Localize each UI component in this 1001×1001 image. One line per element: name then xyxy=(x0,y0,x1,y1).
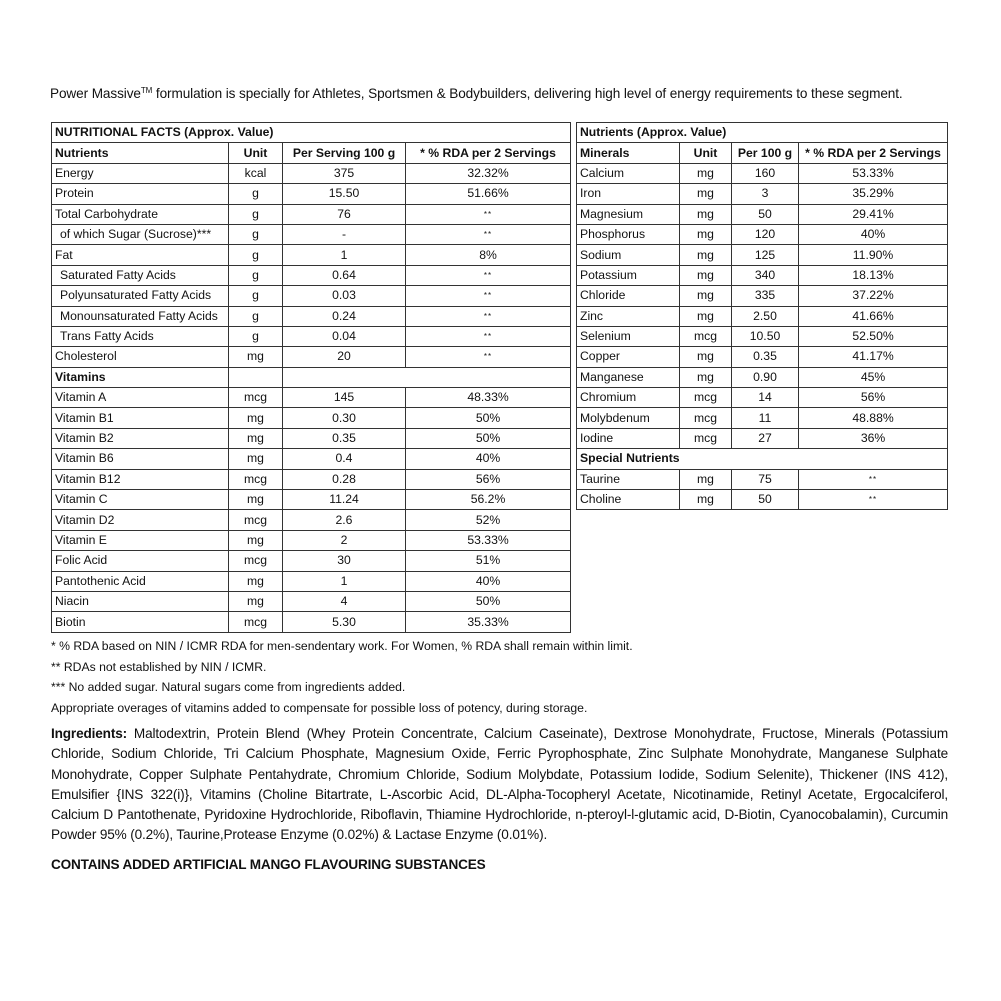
nutrient-value: 0.30 xyxy=(283,408,406,428)
table-row xyxy=(52,347,571,367)
nutrient-unit: mcg xyxy=(680,388,732,408)
table-row xyxy=(52,388,571,408)
nutrient-value: 15.50 xyxy=(283,184,406,204)
nutrient-name: Fat xyxy=(52,245,229,265)
nutrient-value: 0.4 xyxy=(283,449,406,469)
nutrient-value: 14 xyxy=(732,388,799,408)
footnote-no-added-sugar: *** No added sugar. Natural sugars come from ingredients added. xyxy=(51,680,406,695)
nutrient-rda: 18.13% xyxy=(799,265,948,285)
nutrient-name: Copper xyxy=(577,347,680,367)
ingredients-label: Ingredients: xyxy=(51,726,127,741)
nutrient-rda: 41.17% xyxy=(799,347,948,367)
nutrient-value: 2 xyxy=(283,530,406,550)
table-row xyxy=(52,510,571,530)
nutrient-unit: mcg xyxy=(229,469,283,489)
nutrient-name: Zinc xyxy=(577,306,680,326)
nutrient-unit: mg xyxy=(680,490,732,510)
flavouring-statement: CONTAINS ADDED ARTIFICIAL MANGO FLAVOURING SUBSTANCES xyxy=(51,857,486,872)
nutrient-value: 0.35 xyxy=(283,428,406,448)
nutrient-unit: mcg xyxy=(229,510,283,530)
table-row xyxy=(577,326,948,346)
nutrient-unit: mg xyxy=(680,163,732,183)
nutrient-unit: mg xyxy=(680,224,732,244)
nutrient-unit: mcg xyxy=(229,388,283,408)
nutrient-rda: 56% xyxy=(406,469,571,489)
nutrient-value: 3 xyxy=(732,184,799,204)
nutrient-name: Iron xyxy=(577,184,680,204)
nutrient-rda: 45% xyxy=(799,367,948,387)
section-spacer xyxy=(229,367,283,387)
nutrient-rda: 56% xyxy=(799,388,948,408)
nutrient-unit: mg xyxy=(680,184,732,204)
nutrient-rda: 48.88% xyxy=(799,408,948,428)
nutrient-name: Vitamin C xyxy=(52,490,229,510)
nutrient-value: 20 xyxy=(283,347,406,367)
table-row xyxy=(577,388,948,408)
table-row xyxy=(577,286,948,306)
nutrient-value: 0.35 xyxy=(732,347,799,367)
table-row xyxy=(52,408,571,428)
nutrient-unit: mg xyxy=(229,449,283,469)
nutrient-name: Trans Fatty Acids xyxy=(52,326,229,346)
trademark-mark: TM xyxy=(140,86,153,95)
nutrient-rda: ** xyxy=(799,469,948,489)
nutrient-unit: g xyxy=(229,245,283,265)
nutrient-rda: 40% xyxy=(406,449,571,469)
nutrient-name: Biotin xyxy=(52,612,229,632)
nutrient-unit: mcg xyxy=(229,612,283,632)
nutrient-value: 11 xyxy=(732,408,799,428)
nutrient-value: - xyxy=(283,224,406,244)
table-row xyxy=(577,428,948,448)
nutrient-unit: mcg xyxy=(229,551,283,571)
nutrient-rda: ** xyxy=(406,347,571,367)
nutrient-value: 340 xyxy=(732,265,799,285)
table-row xyxy=(52,184,571,204)
table-row xyxy=(577,204,948,224)
nutrient-name: Total Carbohydrate xyxy=(52,204,229,224)
nutrient-rda: ** xyxy=(799,490,948,510)
nutrient-rda: 32.32% xyxy=(406,163,571,183)
nutrient-unit: mg xyxy=(680,469,732,489)
table-row xyxy=(52,591,571,611)
nutrient-unit: mcg xyxy=(680,408,732,428)
footnote-rda: * % RDA based on NIN / ICMR RDA for men-sendentary work. For Women, % RDA shall remain within limit. xyxy=(51,639,633,653)
ingredients-list: Maltodextrin, Protein Blend (Whey Protein Concentrate, Calcium Caseinate), Dextrose Monohydrate, Fructose, Minerals (Potassium Chloride, Sodium Chloride, Tri Calcium Phosphate, Magnesium Oxide, Ferric Pyrophosphate, Zinc Sulphate Monohydrate, Manganese Sulphate Monohydrate, Copper Sulphate Pentahydrate, Chromium Chloride, Sodium Molybdate, Potassium Iodide, Sodium Selenite), Thickener (INS 412), Emulsifier {INS 322(i)}, Vitamins (Choline Bitartrate, L-Ascorbic Acid, DL-Alpha-Tocopheryl Acetate, Nicotinamide, Retinyl Acetate, Ergocalciferol, Calcium D Pantothenate, Pyridoxine Hydrochloride, Riboflavin, Thiamine Hydrochloride, n-pteroyl-l-glutamic acid, D-Biotin, Cyanocobalamin), Curcumin Powder 95% (0.2%), Taurine,Protease Enzyme (0.02%) & Lactase Enzyme (0.01%). xyxy=(51,726,948,843)
footnote-overages: Appropriate overages of vitamins added to compensate for possible loss of potency, during storage. xyxy=(51,700,588,715)
table-row xyxy=(577,490,948,510)
nutrient-name: Sodium xyxy=(577,245,680,265)
section-spacer xyxy=(283,367,571,387)
table-row xyxy=(577,245,948,265)
nutrient-name: Selenium xyxy=(577,326,680,346)
nutrient-rda: 40% xyxy=(406,571,571,591)
intro-text xyxy=(50,86,903,101)
nutrient-name: Vitamin B1 xyxy=(52,408,229,428)
nutrient-name: Saturated Fatty Acids xyxy=(52,265,229,285)
table-row xyxy=(52,245,571,265)
table-row xyxy=(577,367,948,387)
brand-name: Power Massive xyxy=(50,86,141,101)
section-row xyxy=(52,367,571,387)
nutrient-unit: g xyxy=(229,184,283,204)
nutrient-value: 50 xyxy=(732,490,799,510)
nutrient-value: 2.6 xyxy=(283,510,406,530)
nutrient-name: Magnesium xyxy=(577,204,680,224)
nutrient-rda: 41.66% xyxy=(799,306,948,326)
nutrient-unit: g xyxy=(229,326,283,346)
nutrient-name: Niacin xyxy=(52,591,229,611)
nutrient-unit: mg xyxy=(680,306,732,326)
nutrient-unit: mg xyxy=(680,286,732,306)
table-row xyxy=(52,224,571,244)
nutrient-value: 2.50 xyxy=(732,306,799,326)
table-row xyxy=(577,163,948,183)
nutrient-rda: 53.33% xyxy=(799,163,948,183)
nutrient-name: Vitamin A xyxy=(52,388,229,408)
nutrient-unit: mcg xyxy=(680,326,732,346)
header-rda: * % RDA per 2 Servings xyxy=(799,143,948,163)
nutrient-rda: 36% xyxy=(799,428,948,448)
nutrient-value: 4 xyxy=(283,591,406,611)
nutrient-rda: 11.90% xyxy=(799,245,948,265)
nutrient-name: Vitamin B12 xyxy=(52,469,229,489)
table-row xyxy=(577,347,948,367)
table-row xyxy=(52,469,571,489)
nutrient-name: Manganese xyxy=(577,367,680,387)
nutrient-rda: 51% xyxy=(406,551,571,571)
nutrient-name: Vitamin D2 xyxy=(52,510,229,530)
table-row xyxy=(52,490,571,510)
nutrient-name: Vitamin E xyxy=(52,530,229,550)
table-row xyxy=(52,163,571,183)
nutrient-rda: 8% xyxy=(406,245,571,265)
table-row xyxy=(577,306,948,326)
nutrient-value: 50 xyxy=(732,204,799,224)
footnote-rda-not-established: ** RDAs not established by NIN / ICMR. xyxy=(51,659,267,674)
nutrient-value: 1 xyxy=(283,571,406,591)
nutrient-unit: mg xyxy=(229,591,283,611)
nutrient-name: Iodine xyxy=(577,428,680,448)
nutrient-rda: 52% xyxy=(406,510,571,530)
nutrient-name: Vitamin B6 xyxy=(52,449,229,469)
nutrient-name: Potassium xyxy=(577,265,680,285)
minerals-table xyxy=(576,122,948,510)
nutrient-unit: g xyxy=(229,306,283,326)
nutrient-rda: 48.33% xyxy=(406,388,571,408)
nutrient-unit: mg xyxy=(229,408,283,428)
header-minerals: Minerals xyxy=(577,143,680,163)
nutrient-rda: 52.50% xyxy=(799,326,948,346)
nutrient-value: 30 xyxy=(283,551,406,571)
nutrient-value: 0.04 xyxy=(283,326,406,346)
nutrient-value: 5.30 xyxy=(283,612,406,632)
nutrient-rda: 35.29% xyxy=(799,184,948,204)
nutrient-name: Chromium xyxy=(577,388,680,408)
nutrient-rda: 40% xyxy=(799,224,948,244)
nutrient-unit: mg xyxy=(680,367,732,387)
table-row xyxy=(52,551,571,571)
table-row xyxy=(577,408,948,428)
table-row xyxy=(52,326,571,346)
table-row xyxy=(52,449,571,469)
table-row xyxy=(52,571,571,591)
nutrient-unit: mg xyxy=(680,265,732,285)
nutrient-value: 335 xyxy=(732,286,799,306)
section-heading: Special Nutrients xyxy=(577,449,948,469)
intro-description: formulation is specially for Athletes, Sportsmen & Bodybuilders, delivering high level of energy requirements to these segment. xyxy=(152,86,903,101)
nutrient-name: Taurine xyxy=(577,469,680,489)
nutrient-value: 1 xyxy=(283,245,406,265)
header-nutrients: Nutrients xyxy=(52,143,229,163)
nutrient-name: Chloride xyxy=(577,286,680,306)
nutrient-name: Monounsaturated Fatty Acids xyxy=(52,306,229,326)
table-row xyxy=(52,428,571,448)
table-row xyxy=(52,530,571,550)
header-per-serving: Per Serving 100 g xyxy=(283,143,406,163)
nutrient-unit: mg xyxy=(229,428,283,448)
nutritional-facts-title: NUTRITIONAL FACTS (Approx. Value) xyxy=(52,123,571,143)
nutrient-unit: g xyxy=(229,204,283,224)
nutrient-value: 0.03 xyxy=(283,286,406,306)
header-unit: Unit xyxy=(229,143,283,163)
nutrient-value: 0.90 xyxy=(732,367,799,387)
nutrient-rda: ** xyxy=(406,224,571,244)
section-row xyxy=(577,449,948,469)
nutrient-name: Molybdenum xyxy=(577,408,680,428)
nutrient-rda: 50% xyxy=(406,591,571,611)
nutrient-value: 160 xyxy=(732,163,799,183)
nutrient-rda: 56.2% xyxy=(406,490,571,510)
nutrient-unit: kcal xyxy=(229,163,283,183)
nutrient-value: 145 xyxy=(283,388,406,408)
table-row xyxy=(577,184,948,204)
ingredients-paragraph xyxy=(51,724,948,846)
nutrient-value: 0.64 xyxy=(283,265,406,285)
nutrient-name: Energy xyxy=(52,163,229,183)
nutrient-name: Pantothenic Acid xyxy=(52,571,229,591)
nutrient-value: 75 xyxy=(732,469,799,489)
nutrient-rda: 37.22% xyxy=(799,286,948,306)
nutrient-rda: 29.41% xyxy=(799,204,948,224)
nutrient-name: Calcium xyxy=(577,163,680,183)
nutrient-name: Cholesterol xyxy=(52,347,229,367)
table-row xyxy=(52,286,571,306)
nutrient-unit: mg xyxy=(229,571,283,591)
nutrient-unit: mg xyxy=(229,490,283,510)
nutrient-unit: mg xyxy=(229,347,283,367)
nutrient-name: of which Sugar (Sucrose)*** xyxy=(52,224,229,244)
table-row xyxy=(577,224,948,244)
table-row xyxy=(52,612,571,632)
nutrient-name: Polyunsaturated Fatty Acids xyxy=(52,286,229,306)
nutrient-name: Protein xyxy=(52,184,229,204)
header-unit: Unit xyxy=(680,143,732,163)
footnotes xyxy=(51,636,633,718)
nutrient-unit: mg xyxy=(229,530,283,550)
nutrient-rda: 53.33% xyxy=(406,530,571,550)
nutrient-value: 0.28 xyxy=(283,469,406,489)
nutrient-rda: ** xyxy=(406,306,571,326)
nutrient-unit: mg xyxy=(680,245,732,265)
nutrient-name: Vitamin B2 xyxy=(52,428,229,448)
nutrient-rda: ** xyxy=(406,265,571,285)
nutrient-value: 375 xyxy=(283,163,406,183)
nutrient-name: Folic Acid xyxy=(52,551,229,571)
nutrient-rda: ** xyxy=(406,326,571,346)
nutrient-value: 125 xyxy=(732,245,799,265)
nutrient-value: 11.24 xyxy=(283,490,406,510)
nutrient-unit: g xyxy=(229,224,283,244)
nutrient-value: 27 xyxy=(732,428,799,448)
table-row xyxy=(52,306,571,326)
nutrient-rda: ** xyxy=(406,204,571,224)
nutrient-rda: 51.66% xyxy=(406,184,571,204)
header-rda: * % RDA per 2 Servings xyxy=(406,143,571,163)
nutrient-value: 10.50 xyxy=(732,326,799,346)
nutrient-name: Choline xyxy=(577,490,680,510)
nutrient-value: 0.24 xyxy=(283,306,406,326)
table-row xyxy=(577,469,948,489)
nutrient-unit: mg xyxy=(680,204,732,224)
nutrient-value: 120 xyxy=(732,224,799,244)
header-per-100g: Per 100 g xyxy=(732,143,799,163)
nutrient-rda: ** xyxy=(406,286,571,306)
table-row xyxy=(52,265,571,285)
nutrient-rda: 35.33% xyxy=(406,612,571,632)
nutrient-rda: 50% xyxy=(406,408,571,428)
table-row xyxy=(52,204,571,224)
nutrient-unit: mcg xyxy=(680,428,732,448)
minerals-table-title: Nutrients (Approx. Value) xyxy=(577,123,948,143)
nutrient-unit: g xyxy=(229,265,283,285)
nutrient-rda: 50% xyxy=(406,428,571,448)
nutrient-unit: g xyxy=(229,286,283,306)
table-row xyxy=(577,265,948,285)
nutritional-facts-table xyxy=(51,122,571,633)
nutrient-value: 76 xyxy=(283,204,406,224)
nutrient-unit: mg xyxy=(680,347,732,367)
nutrient-name: Phosphorus xyxy=(577,224,680,244)
section-heading: Vitamins xyxy=(52,367,229,387)
